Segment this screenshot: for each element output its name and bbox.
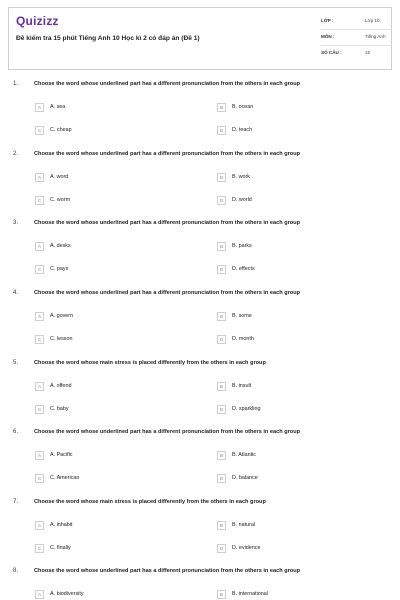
option-text: D. effects	[232, 266, 255, 272]
option-letter-box: D	[217, 544, 226, 553]
option-letter-box: B	[217, 521, 226, 530]
option-letter-box: B	[217, 312, 226, 321]
option-text: B. work	[232, 174, 250, 180]
question-8	[0, 568, 400, 600]
option-text: B. Atlantic	[232, 452, 256, 458]
option-text: C. lesson	[50, 336, 73, 342]
question-prompt: Choose the word whose underlined part has a different pronunciation from the others in each group	[34, 151, 301, 157]
option-text: C. baby	[50, 406, 69, 412]
option-text: C. American	[50, 475, 80, 481]
meta-row-subject	[321, 30, 391, 46]
option-text: D. sparkling	[232, 406, 261, 412]
option-letter-box: B	[217, 382, 226, 391]
option-text: A. word	[50, 174, 69, 180]
option-text: D. teach	[232, 127, 253, 133]
question-3	[0, 220, 400, 290]
question-prompt: Choose the word whose underlined part has a different pronunciation from the others in each group	[34, 220, 301, 226]
meta-value: 15	[365, 50, 371, 55]
question-2	[0, 151, 400, 221]
option-text: A. inhabit	[50, 522, 73, 528]
option-letter-box: A	[35, 451, 44, 460]
page-title: Đề kiểm tra 15 phút Tiếng Anh 10 Học kì 2 có đáp án (Đề 1)	[16, 35, 200, 42]
quiz-meta	[321, 14, 391, 62]
option-letter-box: B	[217, 103, 226, 112]
option-letter-box: C	[35, 126, 44, 135]
option-letter-box: C	[35, 544, 44, 553]
option-text: D. world	[232, 197, 252, 203]
option-letter-box: D	[217, 196, 226, 205]
option-letter-box: C	[35, 196, 44, 205]
question-7	[0, 499, 400, 569]
question-prompt: Choose the word whose underlined part has a different pronunciation from the others in each group	[34, 81, 301, 87]
option-text: B. natural	[232, 522, 256, 528]
question-number: 6.	[13, 429, 19, 435]
option-letter-box: C	[35, 474, 44, 483]
option-text: B. parks	[232, 243, 252, 249]
option-letter-box: D	[217, 405, 226, 414]
option-text: A. govern	[50, 313, 74, 319]
option-letter-box: D	[217, 474, 226, 483]
option-letter-box: B	[217, 451, 226, 460]
question-number: 2.	[13, 151, 19, 157]
question-number: 1.	[13, 81, 19, 87]
option-text: A. biodiversity	[50, 591, 84, 597]
question-prompt: Choose the word whose underlined part has a different pronunciation from the others in each group	[34, 568, 301, 574]
question-prompt: Choose the word whose main stress is placed differently from the others in each group	[34, 499, 266, 505]
option-letter-box: A	[35, 382, 44, 391]
question-4	[0, 290, 400, 360]
option-letter-box: D	[217, 335, 226, 344]
quiz-header	[8, 7, 392, 70]
option-letter-box: A	[35, 521, 44, 530]
option-letter-box: D	[217, 126, 226, 135]
option-letter-box: A	[35, 590, 44, 599]
option-text: B. insult	[232, 383, 252, 389]
option-letter-box: C	[35, 405, 44, 414]
question-number: 4.	[13, 290, 19, 296]
option-text: C. finally	[50, 545, 71, 551]
meta-row-class	[321, 14, 391, 30]
option-letter-box: B	[217, 242, 226, 251]
option-text: D. evidence	[232, 545, 261, 551]
meta-row-question-count	[321, 46, 391, 62]
option-text: D. month	[232, 336, 254, 342]
option-text: B. some	[232, 313, 252, 319]
question-number: 5.	[13, 360, 19, 366]
question-6	[0, 429, 400, 499]
option-text: B. international	[232, 591, 268, 597]
option-text: A. desks	[50, 243, 71, 249]
option-text: D. balance	[232, 475, 258, 481]
option-letter-box: A	[35, 312, 44, 321]
meta-value: Tiếng Anh	[365, 34, 386, 39]
option-text: C. worm	[50, 197, 71, 203]
option-letter-box: C	[35, 265, 44, 274]
question-number: 7.	[13, 499, 19, 505]
question-prompt: Choose the word whose main stress is placed differently from the others in each group	[34, 360, 266, 366]
option-letter-box: D	[217, 265, 226, 274]
question-prompt: Choose the word whose underlined part has a different pronunciation from the others in each group	[34, 290, 301, 296]
question-prompt: Choose the word whose underlined part has a different pronunciation from the others in each group	[34, 429, 301, 435]
option-letter-box: A	[35, 242, 44, 251]
option-text: A. sea	[50, 104, 66, 110]
question-1	[0, 81, 400, 151]
meta-label: SỐ CÂU :	[321, 50, 342, 55]
option-letter-box: C	[35, 335, 44, 344]
option-letter-box: A	[35, 103, 44, 112]
question-number: 8.	[13, 568, 19, 574]
meta-label: MÔN :	[321, 34, 335, 39]
option-letter-box: B	[217, 590, 226, 599]
question-5	[0, 360, 400, 430]
option-text: A. Pacific	[50, 452, 73, 458]
question-number: 3.	[13, 220, 19, 226]
meta-label: LỚP :	[321, 18, 334, 23]
option-text: B. ocean	[232, 104, 254, 110]
quizizz-logo[interactable]: Quizizz	[16, 14, 59, 28]
option-letter-box: B	[217, 173, 226, 182]
option-text: C. cheap	[50, 127, 72, 133]
option-text: A. offend	[50, 383, 72, 389]
option-text: C. pays	[50, 266, 69, 272]
meta-value: Lớp 10	[365, 18, 380, 23]
option-letter-box: A	[35, 173, 44, 182]
